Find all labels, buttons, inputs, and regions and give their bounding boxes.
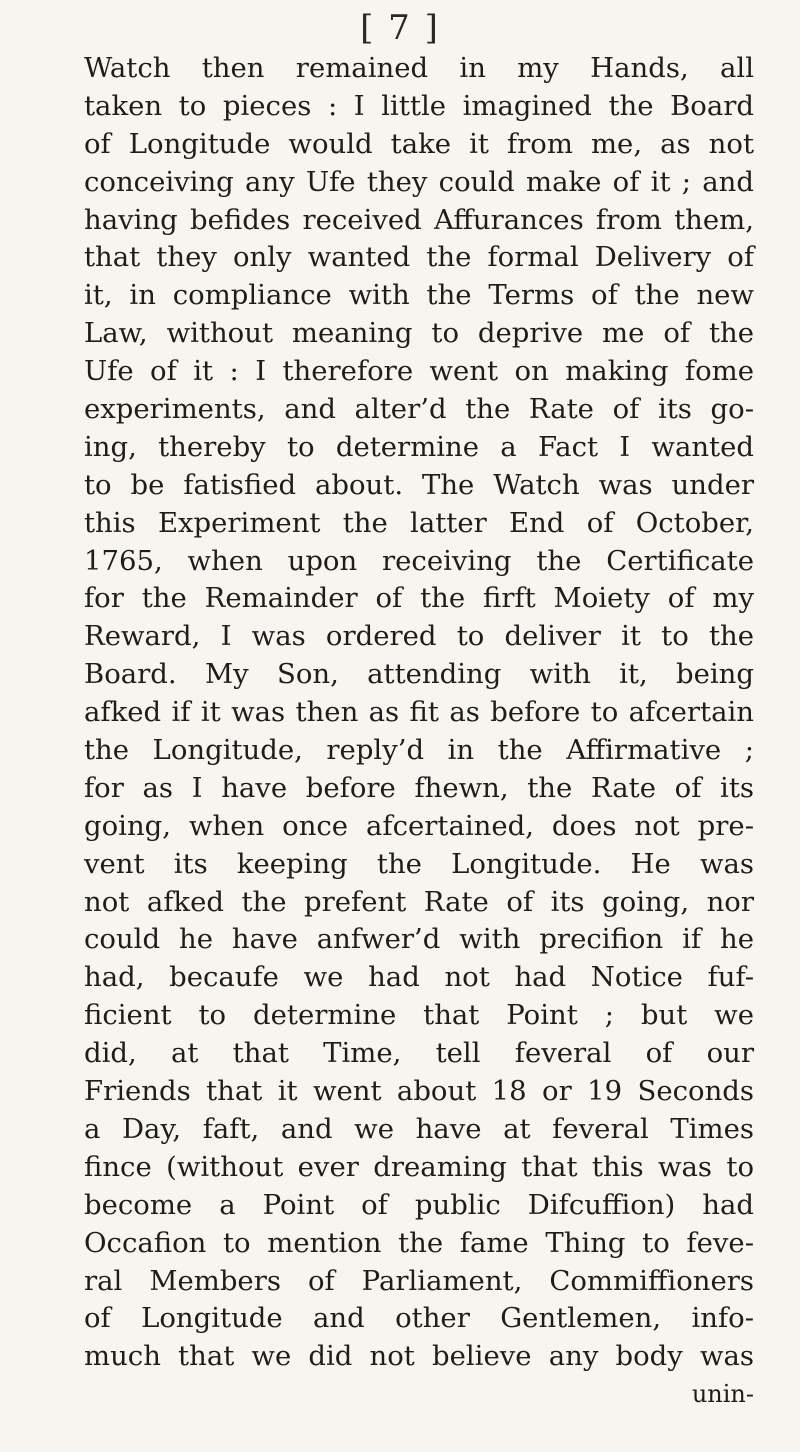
text-line: Reward, I was ordered to deliver it to the	[84, 620, 754, 653]
text-line: taken to pieces : I little imagined the Board	[84, 89, 754, 122]
text-line: Occafion to mention the fame Thing to feve-	[84, 1226, 754, 1259]
text-line: for the Remainder of the firft Moiety of my	[84, 582, 754, 615]
text-line: conceiving any Ufe they could make of it ; and	[84, 165, 754, 198]
text-line: Law, without meaning to deprive me of the	[84, 317, 754, 350]
text-line: experiments, and alter’d the Rate of its go-	[84, 393, 754, 426]
text-line: the Longitude, reply’d in the Affirmative ;	[84, 734, 754, 767]
text-line: Friends that it went about 18 or 19 Seconds	[84, 1075, 754, 1108]
text-line: 1765, when upon receiving the Certificate	[84, 544, 754, 577]
text-line: Board. My Son, attending with it, being	[84, 658, 754, 691]
text-line: for as I have before fhewn, the Rate of its	[84, 771, 754, 804]
text-line: much that we did not believe any body was	[84, 1340, 754, 1373]
text-line: that they only wanted the formal Delivery of	[84, 241, 754, 274]
text-line: could he have anfwer’d with precifion if he	[84, 923, 754, 956]
text-line: fince (without ever dreaming that this was to	[84, 1150, 754, 1183]
text-line: this Experiment the latter End of October,	[84, 506, 754, 539]
text-line: Watch then remained in my Hands, all	[84, 52, 754, 84]
text-line: having befides received Affurances from them,	[84, 203, 754, 236]
text-line: vent its keeping the Longitude. He was	[84, 847, 754, 880]
text-line: ing, thereby to determine a Fact I wanted	[84, 430, 754, 463]
text-line: it, in compliance with the Terms of the new	[84, 279, 754, 312]
text-line: Ufe of it : I therefore went on making fome	[84, 355, 754, 388]
text-line: to be fatisfied about. The Watch was under	[84, 468, 754, 501]
text-line: did, at that Time, tell feveral of our	[84, 1037, 754, 1070]
text-line: had, becaufe we had not had Notice fuf-	[84, 961, 754, 994]
text-line: of Longitude and other Gentlemen, info-	[84, 1302, 754, 1335]
text-line: of Longitude would take it from me, as not	[84, 127, 754, 160]
text-line: become a Point of public Difcuffion) had	[84, 1188, 754, 1221]
text-line: afked if it was then as fit as before to afcertain	[84, 696, 754, 729]
page-number: [ 7 ]	[360, 8, 440, 48]
catchword: unin-	[691, 1380, 754, 1409]
text-line: going, when once afcertained, does not pre-	[84, 809, 754, 842]
text-line: ral Members of Parliament, Commiffioners	[84, 1264, 754, 1297]
body-text	[84, 50, 754, 1414]
text-line: ficient to determine that Point ; but we	[84, 999, 754, 1032]
text-line: a Day, faft, and we have at feveral Times	[84, 1112, 754, 1145]
text-line: not afked the prefent Rate of its going, nor	[84, 885, 754, 918]
